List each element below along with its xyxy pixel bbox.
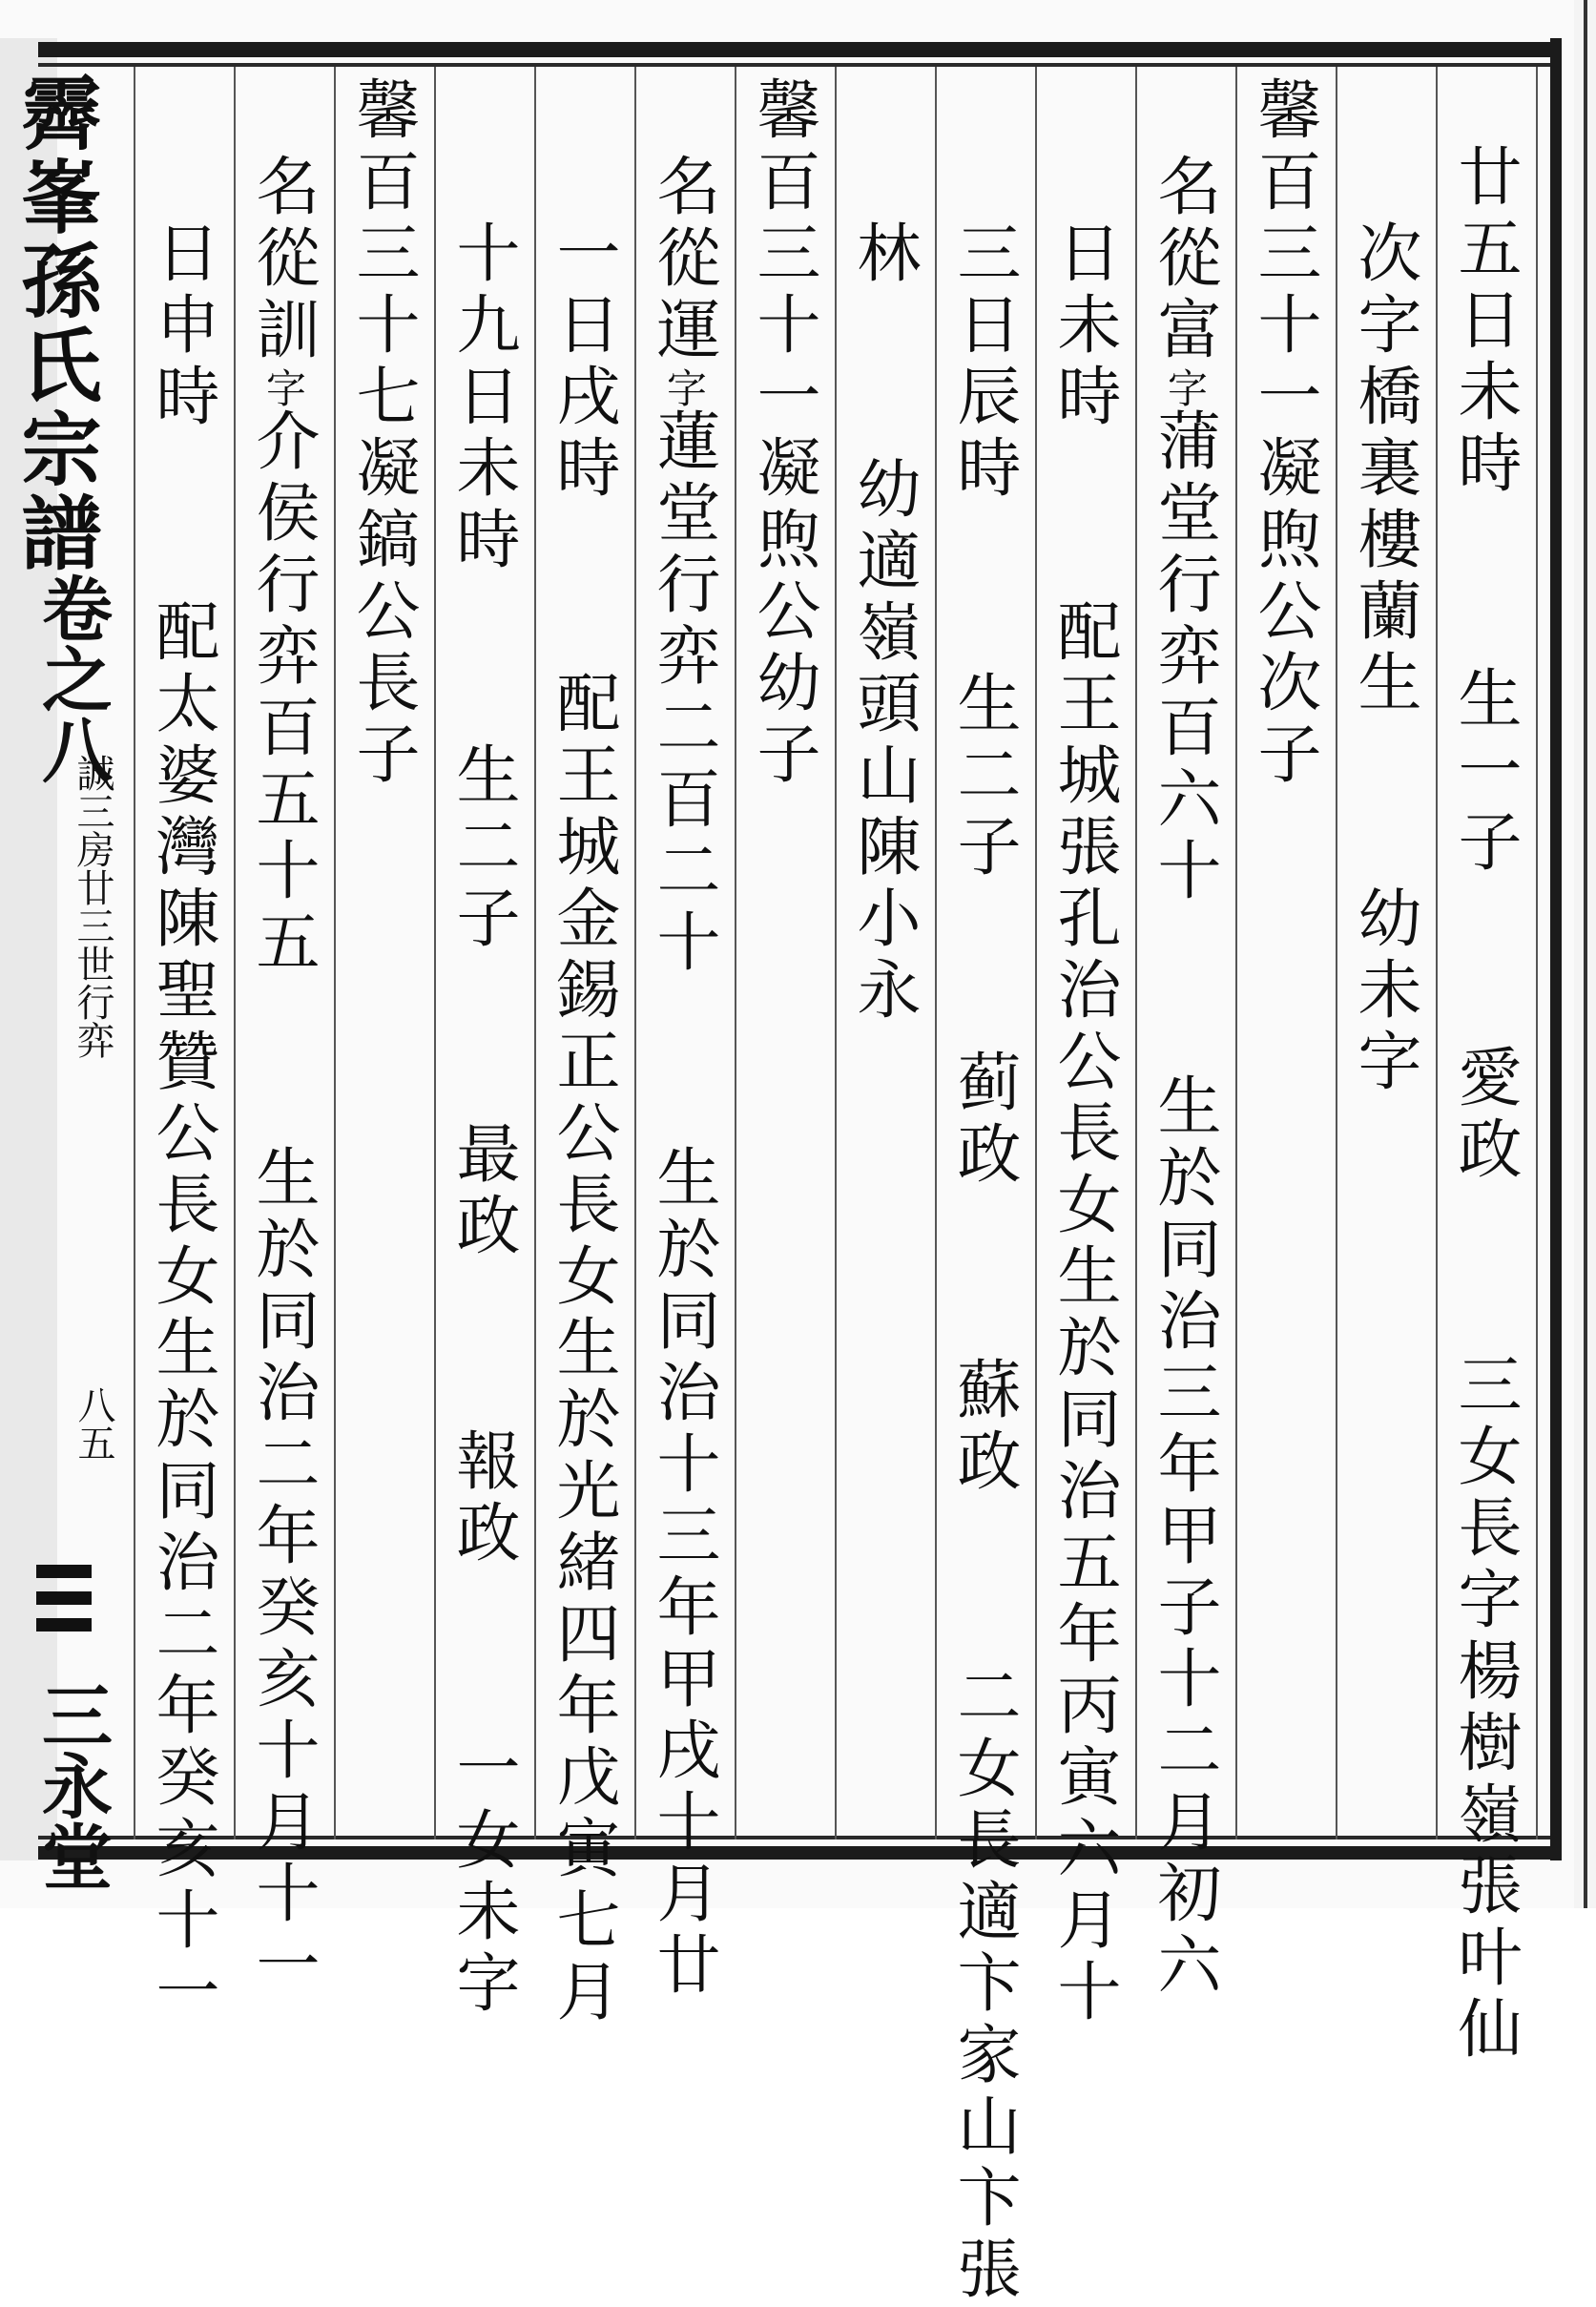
entry-text: 蓮堂行弈二百二十 生於同治十三年甲戌十月廿 [647, 407, 721, 2003]
page-edge-line [1584, 0, 1587, 1908]
given-name: 名從訓 [246, 153, 321, 367]
text-column: 廿五日未時 生一子 愛政 三女長字楊樹嶺張叶仙 [1448, 143, 1523, 2067]
top-border [38, 42, 1555, 57]
spine-title: 霽峯孫氏宗譜 [9, 72, 103, 575]
column-rule [1135, 67, 1137, 1839]
spine-subtitle: 誠三房廿三世行弈 [71, 754, 114, 1059]
column-rule [1035, 67, 1037, 1839]
column-rule [634, 67, 636, 1839]
text-column: 馨百三十一凝煦公次子 [1248, 76, 1322, 792]
column-rule [134, 67, 135, 1839]
text-column: 日申時 配太婆灣陳聖贊公長女生於同治二年癸亥十一 [146, 219, 220, 2029]
column-rule [935, 67, 937, 1839]
text-column: 林 幼適嶺頭山陳小永 [847, 219, 922, 1028]
given-name: 名從富 [1148, 153, 1222, 367]
entry-text: 介侯行弈百五十五 生於同治二年癸亥十月十一 [246, 407, 321, 2003]
column-rule [1235, 67, 1237, 1839]
text-column: 十九日未時 生二子 最政 報政 一女未字 [446, 219, 521, 2021]
column-rule [1536, 67, 1538, 1839]
given-name: 名從運 [647, 153, 721, 367]
right-border [1550, 38, 1562, 1860]
courtesy-name-marker: 字 [661, 367, 708, 407]
top-border-inner [38, 63, 1555, 67]
text-column: 次字橋裏樓蘭生 幼未字 [1348, 219, 1422, 1099]
column-rule [234, 67, 236, 1839]
page-number: 八五 [72, 1385, 115, 1462]
text-column [642, 153, 726, 2003]
text-column: 日未時 配王城張孔治公長女生於同治五年丙寅六月十 [1047, 219, 1122, 2029]
column-rule [835, 67, 837, 1839]
text-column: 馨百三十一凝煦公幼子 [747, 76, 821, 792]
column-rule [434, 67, 436, 1839]
courtesy-name-marker: 字 [260, 367, 307, 407]
text-column: 一日戌時 配王城金錫正公長女生於光緒四年戊寅七月 [547, 219, 621, 2029]
column-rule [735, 67, 736, 1839]
column-rule [534, 67, 536, 1839]
text-column: 馨百三十七凝鎬公長子 [346, 76, 421, 792]
text-column [1143, 153, 1227, 2003]
spine-hall-name: 三永堂 [31, 1679, 113, 1891]
column-rule [1436, 67, 1438, 1839]
text-column [241, 153, 325, 2003]
spine-volume: 卷之八 [31, 572, 113, 784]
courtesy-name-marker: 字 [1162, 367, 1209, 407]
text-column: 三日辰時 生二子 蓟政 蘇政 二女長適卞家山卞張 [947, 219, 1022, 2307]
spine-fish-tail-bars [36, 1565, 92, 1645]
entry-text: 蒲堂行弈百六十 生於同治三年甲子十二月初六 [1148, 407, 1222, 2003]
column-rule [334, 67, 336, 1839]
column-rule [1336, 67, 1337, 1839]
